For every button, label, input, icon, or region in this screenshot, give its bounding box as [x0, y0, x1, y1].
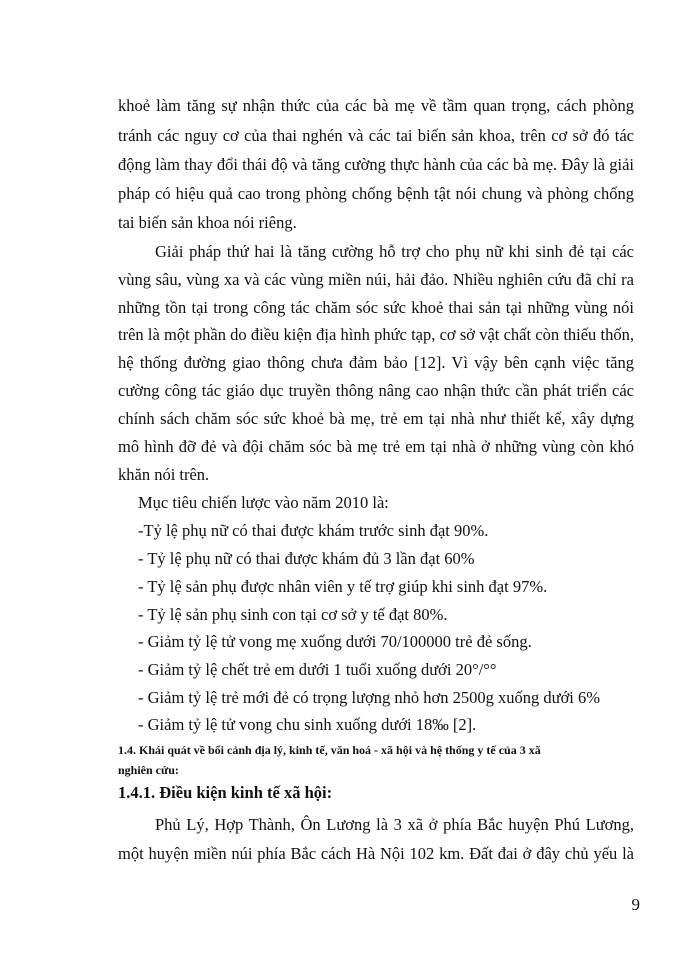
paragraph-2-line-3: những tồn tại trong công tác chăm sóc sức khoẻ thai sản tại những vùng nói [118, 298, 634, 317]
goal-item: - Giảm tỷ lệ trẻ mới đẻ có trọng lượng nhỏ hơn 2500g xuống dưới 6% [138, 688, 601, 707]
paragraph-3-line-2: một huyện miền núi phía Bắc cách Hà Nội 102 km. Đất đai ở đây chủ yếu là [118, 844, 634, 863]
goal-item: - Giảm tỷ lệ tử vong chu sinh xuống dưới 18‰ [2]. [138, 715, 477, 734]
subsection-heading: 1.4.1. Điều kiện kinh tế xã hội: [118, 783, 333, 802]
paragraph-1-line-2: tránh các nguy cơ của thai nghén và các tai biến sản khoa, trên cơ sở đó tác [118, 126, 634, 145]
page-number: 9 [631, 895, 640, 914]
paragraph-2-line-5: hệ thống đường giao thông chưa đảm bảo [12]. Vì vậy bên cạnh việc tăng [118, 353, 634, 372]
section-heading-line-2: nghiên cứu: [118, 763, 179, 777]
paragraph-2-line-9: khăn nói trên. [118, 465, 210, 484]
paragraph-1-line-5: tai biến sản khoa nói riêng. [118, 213, 297, 232]
paragraph-3-line-1: Phủ Lý, Hợp Thành, Ôn Lương là 3 xã ở phía Bắc huyện Phú Lương, [155, 815, 634, 834]
goal-item: - Giảm tỷ lệ chết trẻ em dưới 1 tuổi xuống dưới 20°/°° [138, 660, 497, 679]
paragraph-1-line-4: pháp có hiệu quả cao trong phòng chống bệnh tật nói chung và phòng chống [118, 184, 634, 203]
goal-item: - Tỷ lệ phụ nữ có thai được khám đủ 3 lần đạt 60% [138, 549, 475, 568]
paragraph-2-line-6: cường công tác giáo dục truyền thông nâng cao nhận thức cần phát triển các [118, 381, 634, 400]
paragraph-1-line-1: khoẻ làm tăng sự nhận thức của các bà mẹ về tầm quan trọng, cách phòng [118, 96, 634, 115]
paragraph-2-line-4: trên là một phần do điều kiện địa hình phức tạp, cơ sở vật chất còn thiếu thốn, [118, 325, 634, 344]
goals-intro: Mục tiêu chiến lược vào năm 2010 là: [138, 493, 389, 512]
goal-item: -Tỷ lệ phụ nữ có thai được khám trước sinh đạt 90%. [138, 521, 489, 540]
goal-item: - Tỷ lệ sản phụ được nhân viên y tế trợ giúp khi sinh đạt 97%. [138, 577, 548, 596]
paragraph-2-line-2: vùng sâu, vùng xa và các vùng miền núi, hải đảo. Nhiều nghiên cứu đã chỉ ra [118, 270, 634, 289]
goal-item: - Tỷ lệ sản phụ sinh con tại cơ sở y tế đạt 80%. [138, 605, 448, 624]
paragraph-2-line-7: chính sách chăm sóc sức khoẻ bà mẹ, trẻ em tại nhà như thiết kế, xây dựng [118, 409, 634, 428]
goal-item: - Giảm tỷ lệ tử vong mẹ xuống dưới 70/100000 trẻ đẻ sống. [138, 632, 532, 651]
paragraph-2-line-8: mô hình đỡ đẻ và đội chăm sóc bà mẹ trẻ em tại nhà ở những vùng còn khó [118, 437, 634, 456]
paragraph-2-line-1: Giải pháp thứ hai là tăng cường hỗ trợ cho phụ nữ khi sinh đẻ tại các [155, 242, 634, 261]
section-heading-line-1: 1.4. Khái quát về bối cảnh địa lý, kinh tế, văn hoá - xã hội và hệ thống y tế của 3 xã [118, 743, 541, 757]
paragraph-1-line-3: động làm thay đổi thái độ và tăng cường thực hành của các bà mẹ. Đây là giải [118, 155, 634, 174]
